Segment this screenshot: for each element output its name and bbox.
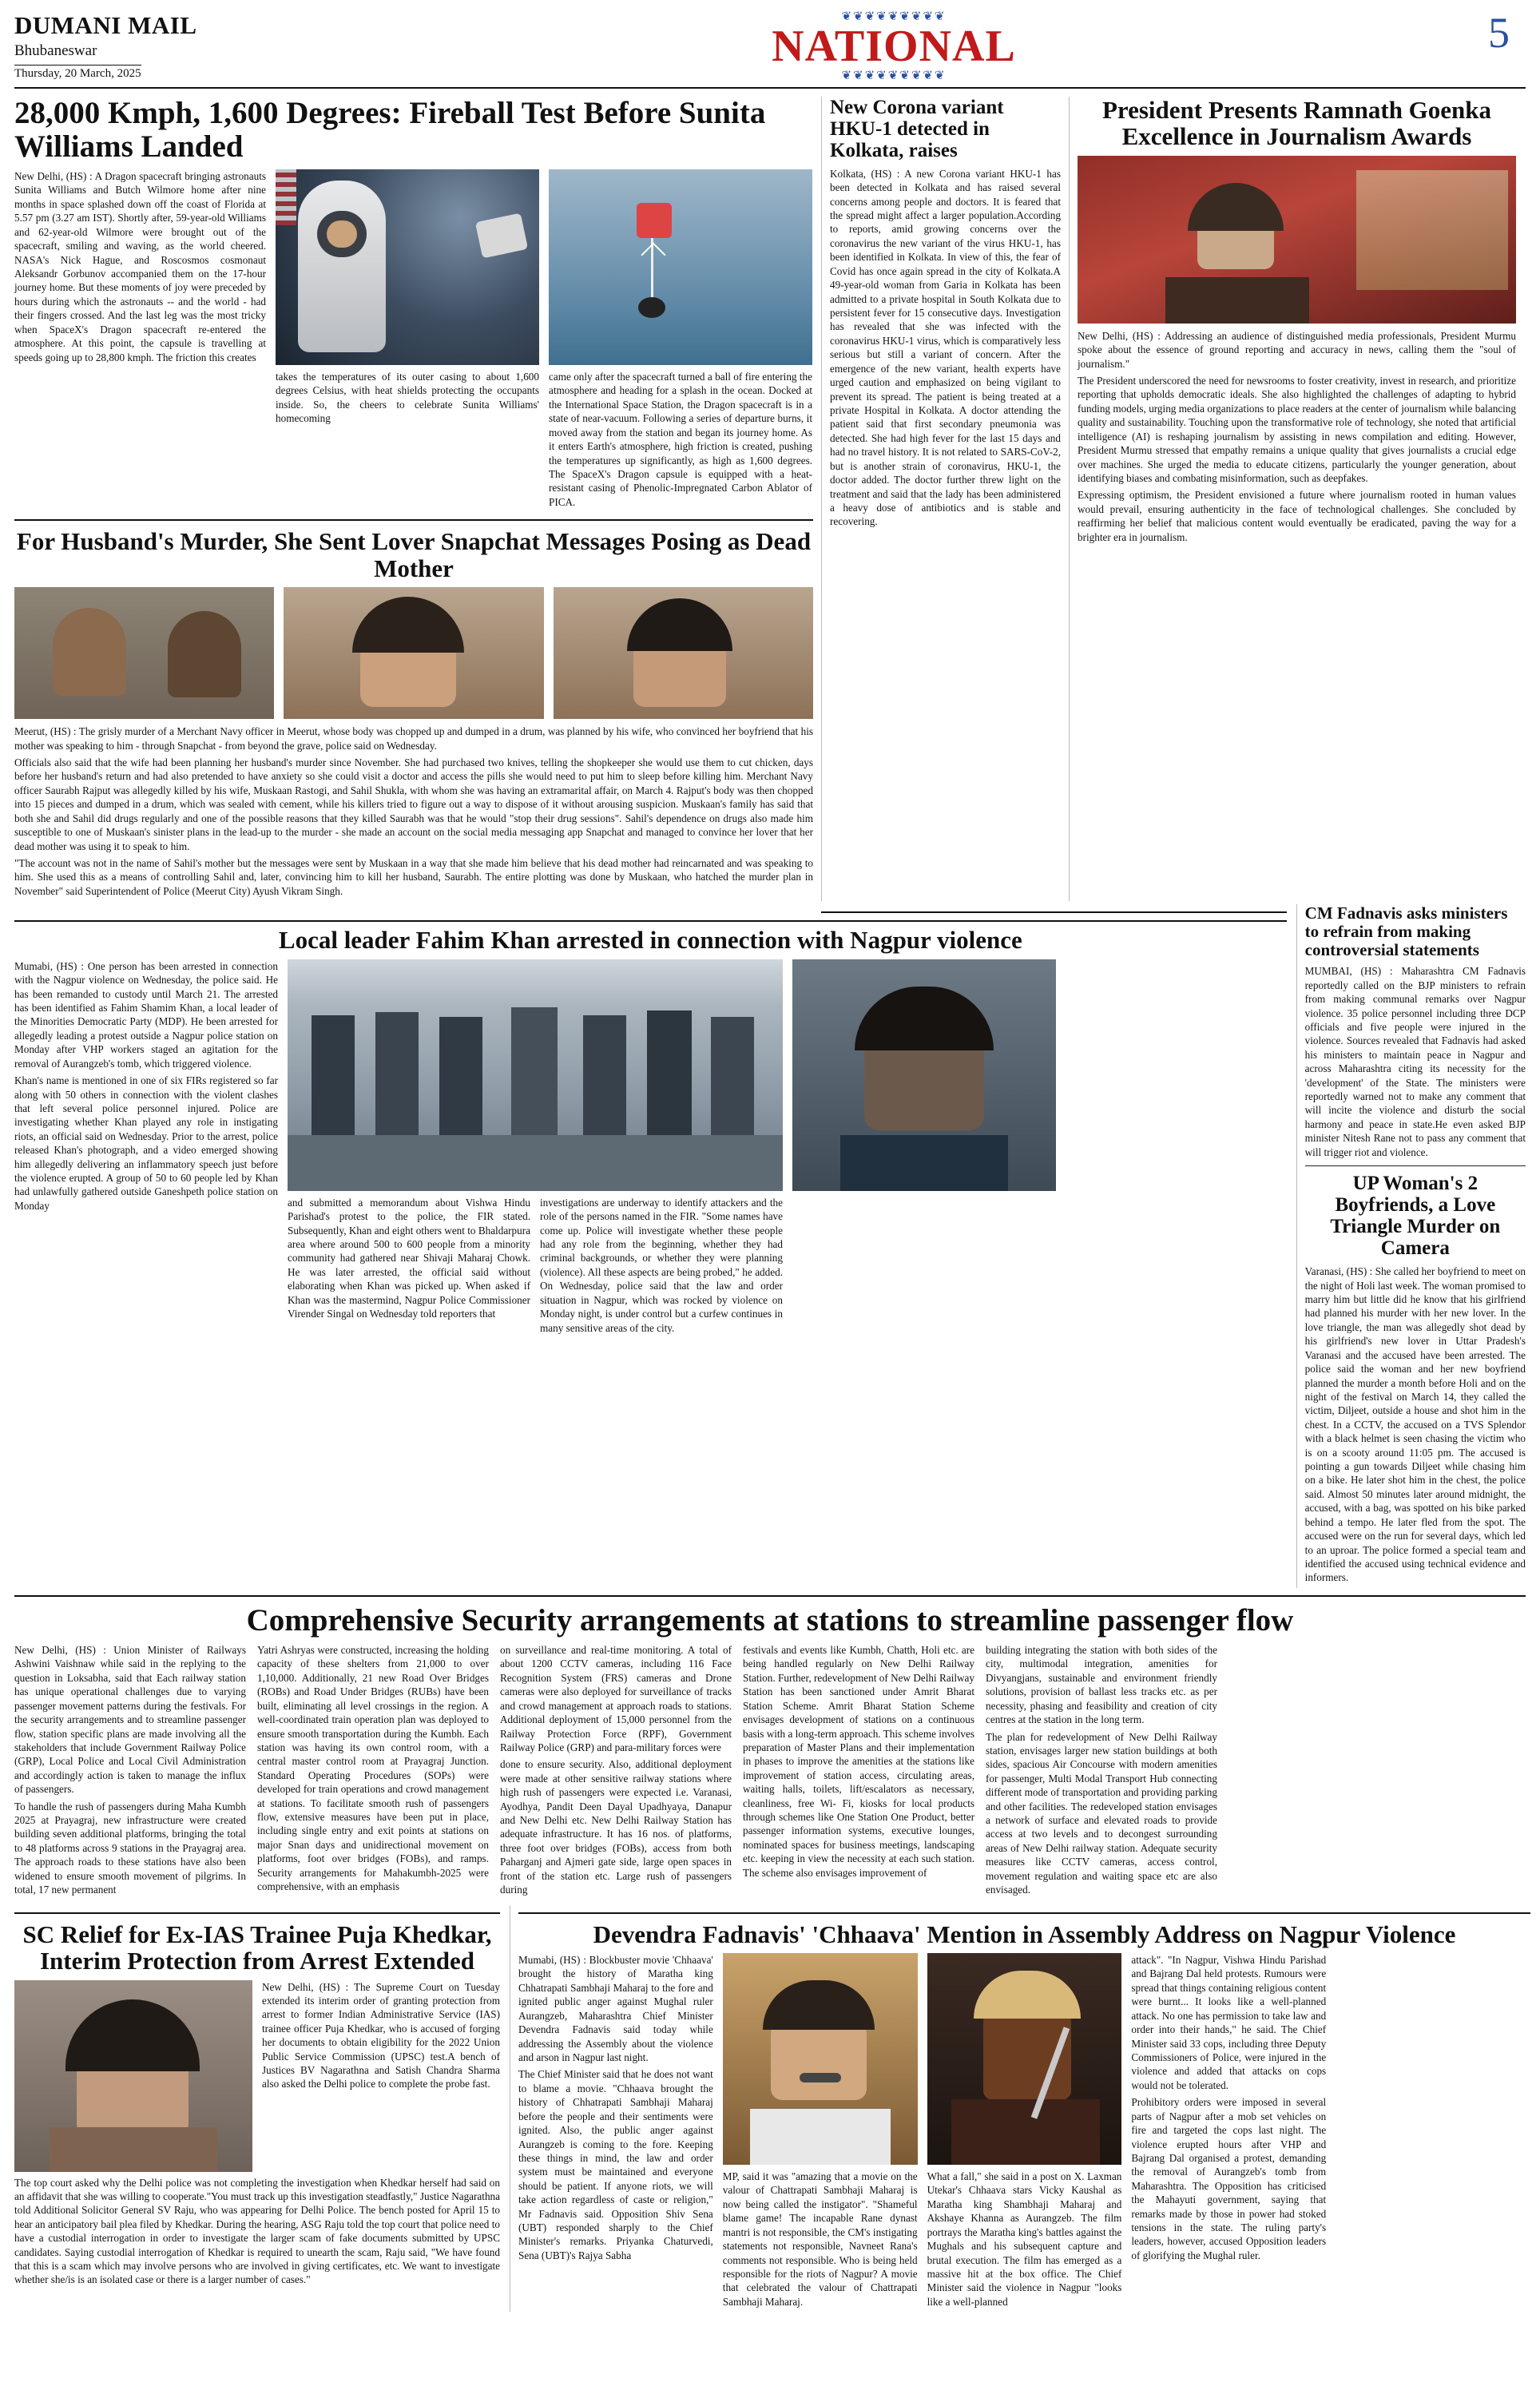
nagpur-col1: Mumabi, (HS) : One person has been arrested in connection with the Nagpur violence on Wednesday, the police said. He has been remanded to custody until March 21. The arrested has been identified as Fahim Shamim Khan, a local leader of the Minorities Democratic Party (MDP). He been arrested for allegedly leading a protest outside a Nagpur police station on Monday after VHP workers staged an agitation for the removal of Aurangzeb's tomb, which triggered violence.	[14, 959, 278, 1070]
chhaava-p5: attack". "In Nagpur, Vishwa Hindu Parishad and Bajrang Dal held protests. Rumours were spread that things containing religious content were burnt... It looks like a well-planned attack. No one has permission to take law and order into their hands," he said. The Chief Minister said 33 cops, including three Deputy Commissioners of Police, were injured in the violence and added that attacks on cops would not be tolerated.	[1131, 1954, 1327, 2091]
lead-col1: New Delhi, (HS) : A Dragon spacecraft bringing astronauts Sunita Williams and Butch Wilmore home after nine months in space splashed down off the coast of Florida at 5.57 pm (3.27 am IST). Shortly after, 59-year-old Williams and 62-year-old Wilmore were brought out of the spacecraft, smiling and waving, as the world cheered. NASA's Nick Hague, and Roscosmos cosmonaut Aleksandr Gorbunov accompanied them on the 17-hour journey home. But these moments of joy were preceded by hours during which the astronauts -- and the world - had their fingers crossed. And the last leg was the most tricky when SpaceX's Dragon spacecraft re-entered the atmosphere. At this point, the capsule is travelling at speeds going up to 28,800 kmph. The friction this creates	[14, 170, 266, 363]
chhaava-p3: MP, said it was "amazing that a movie on the valour of Chattrapati Sambhaji Maharaj is now being called the instigator". "Shameful blame game! The incapable Rane dynast mantri is not responsible, the CM's instigating statements not responsible, Navneet Rana's comments not responsible. Who is being held responsible for the riots of Nagpur? A movie that celebrated the valour of Chattrapati Sambhaji Maharaj.	[722, 2170, 918, 2308]
murder-p3: "The account was not in the name of Sahil's mother but the messages were sent by Muskaan in a way that she made him believe that his dead mother had reincarnated and was speaking to him. She used this as a means of controlling Sahil and, later, convincing him to kill her husband, Saurabh. The entire plotting was done by Muskaan, who hatched the murder plan in November" said Superintendent of Police (Meerut City) Ayush Vikram Singh.	[14, 856, 813, 897]
journalism-story	[1069, 97, 1516, 901]
security-p6: festivals and events like Kumbh, Chatth, Holi etc. are being handled regularly on New Delhi Railway Station. Further, redevelopment of New Delhi Railway Station has been sanctioned under Amrit Bharat Station Scheme. Amrit Bharat Station Scheme envisages development of stations on a continuous basis with a long-term approach. This scheme involves preparation of Master Plans and their implementation in phases to improve the amenities at the stations like improvement of station access, circulating areas, waiting halls, toilets, lift/escalators as necessary, cleanliness, free Wi- Fi, kiosks for local products through schemes like One Station One Product, better passenger information systems, executive lounges, nominated spaces for business meetings, landscaping etc. keeping in view the necessity at each such station. The scheme also envisages improvement of	[743, 1643, 974, 1879]
page-number: 5	[1488, 9, 1510, 57]
murder-p1: Meerut, (HS) : The grisly murder of a Merchant Navy officer in Meerut, whose body was chopped up and dumped in a drum, was planned by his wife, who convinced her boyfriend that his mother was speaking to him - through Snapchat - from beyond the grave, police said on Wednesday.	[14, 725, 813, 752]
security-p5: done to ensure security. Also, additional deployment were made at other sensitive railway stations where high rush of passengers were expected i.e. Varanasi, Ayodhya, Pandit Deen Dayal Upadhyaya, Danapur and New Delhi etc. New Delhi Railway Station has adequate infrastructure. It has 16 nos. of platforms, three foot over bridges (FOBs), access from both Paharganj and Ajmeri gate side, large open spaces in front of the station etc. Large rush of passengers during	[500, 1758, 732, 1896]
fadnavis-side-body: MUMBAI, (HS) : Maharashtra CM Fadnavis reportedly called on the BJP ministers to refrain from making communal remarks over Nagpur violence. 35 police personnel including three DCP officials and five people were injured in the violence. Sources revealed that Fadnavis had asked his ministers to maintain peace in Nagpur and across Maharashtra citing its necessity for the 'development' of the State. The ministers were reportedly warned not to make any comment that will incite the violence and disturb the social harmony and peace in state.He even asked BJP minister Nitesh Rane not to pass any comment that will trigger riot and violence.	[1304, 965, 1526, 1158]
nagpur-right-rail	[1296, 904, 1526, 1588]
fadnavis-side-headline: CM Fadnavis asks ministers to refrain from making controversial statements	[1304, 903, 1508, 959]
security-p3: Yatri Ashryas were constructed, increasing the holding capacity of these shelters from 21,000 to over 1,10,000. Additionally, 21 new Road Over Bridges (ROBs) and Road Under Bridges (RUBs) have been built, eliminating all level crossings in the region. A well-coordinated train operation plan was deployed to ensure smooth transportation during the Kumbh. Each station was having its own control room, with a central master control room at Prayagraj Junction. Standard Operating Procedures (SOPs) were developed for train operations and crowd management at stations. To facilitate smooth rush of passengers flow, extensive measures have been put in place, including single entry and exit points at stations on major Snan days and unidirectional movement on platforms, foot over bridges (FOBs), and ramps. Security arrangements for Mahakumbh-2025 were comprehensive, with an emphasis	[257, 1643, 489, 1893]
devendra-fadnavis-photo	[723, 1953, 918, 2165]
khedkar-story	[14, 1905, 510, 2313]
corona-story	[821, 97, 1069, 901]
masthead-center	[358, 11, 1430, 82]
corona-body: Kolkata, (HS) : A new Corona variant HKU-1 has been detected in Kolkata and has raised several concerns among people and doctors. It is feared that the spread might affect a larger population.According to reports, amid growing concerns over the coronavirus the new variant of the virus HKU-1, has been identified in Kolkata. In view of this, the fear of Covid has once again spread in the city of Kolkata.A 49-year-old woman from Garia in Kolkata has been admitted to a private hospital in South Kolkata due to persistent fever for 15 consecutive days. Investigation has revealed that she was infected with the coronavirus HKU-1 virus, which is comparatively less serious but still a variant of concern. After the emergence of the new variant, health experts have urged caution and emphasized on being vigilant to prevent its spread. The patient is being treated at a private Hospital in Kolkata. A doctor attending the patient said that first secondary pneumonia was detected. She had high fever for the last 15 days and had no travel history. It is not related to SARS-CoV-2, but is another strain of coronavirus, HKU-1, the doctor added. The doctor further threw light on the treatment and said that the lady has been administered a heavy dose of antibiotics and is stable and recovering.	[830, 167, 1061, 528]
space-capsule-photo	[276, 169, 539, 365]
bottom-section	[14, 1905, 1526, 2313]
murder-headline: For Husband's Murder, She Sent Lover Snapchat Messages Posing as Dead Mother	[16, 527, 812, 582]
masthead-right	[1430, 9, 1526, 57]
journalism-p1: New Delhi, (HS) : Addressing an audience of distinguished media professionals, President Murmu spoke about the essence of ground reporting and accuracy in news, calling them the "soul of journalism."	[1078, 329, 1516, 370]
nagpur-headline: Local leader Fahim Khan arrested in connection with Nagpur violence	[14, 920, 1287, 953]
masthead-left	[14, 11, 358, 81]
chhaava-p1: Mumabi, (HS) : Blockbuster movie 'Chhaava' brought the history of Maratha king Chhatrapati Sambhaji Maharaj to the fore and ignited public anger against Mughal ruler Aurangzeb, Maharashtra Chief Minister Devendra Fadnavis said today while addressing the Assembly about the violence and arson in Nagpur last night.	[518, 1954, 713, 2063]
chhaava-movie-poster	[927, 1953, 1122, 2165]
fahim-khan-photo	[792, 959, 1056, 1191]
security-p4: on surveillance and real-time monitoring. A total of about 1200 CCTV cameras, including 116 Face Recognition System (FRS) cameras and Drone cameras were also deployed for surveillance of tracks and crowd management at approach roads to stations. Additional deployment of 15,000 personnel from the Railway Protection Force (RPF), Government Railway Police (GRP) and para-military forces were	[500, 1643, 732, 1753]
lead-col2: takes the temperatures of its outer casing to about 1,600 degrees Celsius, with heat shields protecting the occupants inside. So, the cheers to celebrate Sunita Williams' homecoming	[276, 371, 539, 425]
ornament-top-icon: ❦❦❦❦❦❦❦❦❦	[841, 10, 947, 23]
puja-khedkar-photo	[14, 1980, 252, 2172]
accused-woman-photo-2	[554, 587, 813, 719]
lead-col3: came only after the spacecraft turned a ball of fire entering the atmosphere and heading for a splash in the ocean. Docked at the International Space Station, the Dragon spacecraft is in a state of near-vacuum. Following a series of departure burns, it moved away from the station and began its journey home. As it enters Earth's atmosphere, high friction is created, pushing the temperatures up significantly, as high as 1,600 degrees. The SpaceX's Dragon capsule is equipped with a heat-resistant casing of Phenolic-Impregnated Carbon Ablator of PICA.	[549, 371, 812, 508]
police-deployment-photo	[288, 959, 783, 1191]
president-murmu-photo	[1078, 156, 1516, 324]
masthead	[14, 11, 1526, 89]
journalism-headline: President Presents Ramnath Goenka Excellence in Journalism Awards	[1101, 95, 1492, 151]
accused-woman-photo	[284, 587, 543, 719]
chhaava-headline: Devendra Fadnavis' 'Chhaava' Mention in Assembly Address on Nagpur Violence	[593, 1920, 1456, 1948]
top-section	[14, 97, 1526, 901]
security-p7: building integrating the station with both sides of the city, multimodal integration, amenities for Divyangjans, sustainable and environment friendly solutions, provision of ballast less tracks etc. as per necessity, phasing and feasibility and creation of city centres at the station in the long term.	[986, 1643, 1217, 1726]
khedkar-p2: The top court asked why the Delhi police was not completing the investigation when Khedkar herself had said on an affidavit that she was willing to cooperate."You must track up this investigation steadfastly," Justice Nagarathna told Additional Solicitor General SV Raju, who was appearing for Delhi Police. The bench posted for April 15 to hear an anticipatory bail plea filed by Khedkar. During the hearing, ASG Raju told the top court that police need to have a custodial interrogation in order to investigate the larger scam of fake documents submitted by UPSC candidates. Saying custodial interrogation of Khedkar is required to unearth the scam, Raju said, "We have found that this is a scam which may involve persons who are involved in giving certificates, etc. We want to investigate whether she/is is an isolated case or there is a larger number of cases."	[14, 2176, 500, 2286]
khedkar-headline: SC Relief for Ex-IAS Trainee Puja Khedkar, Interim Protection from Arrest Extended	[22, 1920, 492, 1975]
lead-headline: 28,000 Kmph, 1,600 Degrees: Fireball Test Before Sunita Williams Landed	[14, 95, 766, 164]
nagpur-col1b: Khan's name is mentioned in one of six FIRs registered so far along with 50 others in connection with the violent clashes that left several police personnel injured. Police are investigating whether Khan played any role in instigating riots, an official said on Wednesday. Prior to the arrest, police released Khan's photograph, and a video emerged showing him allegedly delivering an inflammatory speech just before the violence erupted. A group of 50 to 60 people led by Khan had unlawfully gathered outside Ganeshpeth police station on Monday	[14, 1074, 278, 1212]
chhaava-story	[510, 1905, 1530, 2313]
security-section	[14, 1595, 1526, 1900]
journalism-p2: The President underscored the need for newsrooms to foster creativity, invest in research, and prioritize reporting that upholds democratic ideals. She also highlighted the challenges of adapting to hybrid funding models, urging media organizations to place readers at the center of journalism while balancing quality and sustainability. Touching upon the transformative role of technology, she noted that artificial intelligence (AI) is reshaping journalism by assisting in news compilation and editing. However, President Murmu stressed that empathy remains a unique quality that gives journalists a crucial edge over machines. She urged the media to educate citizens, particularly the younger generation, about identifying biases and combating misinformation, such as deepfakes.	[1078, 375, 1516, 484]
murder-p2: Officials also said that the wife had been planning her husband's murder since November. She had purchased two knives, telling the shopkeeper she would use them to cut chicken, days before her husband's return and had also pretended to have anxiety so she could visit a doctor and access the pills she would need to put him to sleep before killing him. Merchant Navy officer Saurabh Rajput was allegedly killed by his wife, Muskaan Rastogi, and Sahil Shukla, with whom she was having an extramarital affair, on March 4. Rajput's body was then chopped into 15 pieces and dumped in a drum, which was sealed with cement, while his killers tried to figure out a way to dispose of it without arousing suspicion. Muskaan's family has said that both she and Sahil did drugs regularly and one of the possible reasons that they killed Saurabh was that he would "stop their drug sessions". Sahil's dependence on drugs also made him susceptible to one of Muskaan's sinister plans in the lead-up to the murder - she made an account on the social media messaging app Snapchat and managed to convince her lover that her dead mother was using it to speak to him.	[14, 756, 813, 852]
publication-title: DUMANI MAIL	[14, 11, 197, 39]
edition-city: Bhubaneswar	[14, 42, 97, 59]
murder-story	[14, 528, 813, 898]
nagpur-section	[14, 904, 1526, 1588]
corona-headline: New Corona variant HKU-1 detected in Kolkata, raises	[830, 96, 1004, 161]
security-headline: Comprehensive Security arrangements at stations to streamline passenger flow	[246, 1602, 1294, 1638]
ornament-bottom-icon: ❦❦❦❦❦❦❦❦❦	[841, 69, 947, 82]
chhaava-p2: The Chief Minister said that he does not want to blame a movie. "Chhaava brought the history of Chhatrapati Sambhaji Maharaj before the people and their sentiments were ignited. Also, the public anger against Aurangzeb is coming to the fore. Keeping these things in mind, the law and order system must be maintained and everyone should be patient. If anyone riots, we will take action regardless of caste or religion," Mr Fadnavis said. Opposition Shiv Sena (UBT) responded sharply to the Chief Minister's remarks. Priyanka Chaturvedi, Sena (UBT)'s Rajya Sabha	[518, 2068, 713, 2261]
love-triangle-body: Varanasi, (HS) : She called her boyfriend to meet on the night of Holi last week. The woman promised to marry him but little did he know that his girlfriend had planned his murder with her new lover. In the love triangle, the man was allegedly shot dead by his girlfriend's new lover in Uttar Pradesh's Varanasi and the accused have been arrested. The police said the woman and her new boyfriend planned the murder a month before Holi and on the night of the festival on March 14, they called the victim, Diljeet, outside a house and shot him in the chest. In a CCTV, the accused on a TVS Splendor with a black helmet is seen chasing the victim who is on a scooty around 11:05 pm. The accused is pointing a gun towards Diljeet while chasing him on a bike. He later shot him in the chest, the police said. Almost 50 minutes later around midnight, the accused, with a bag, was spotted on his bike parked behind a tempo. He later fled from the spot. The accused were on the run for several days, which led to an uproar. The police formed a special team and identified the accused using technical evidence and informers.	[1304, 1265, 1526, 1584]
security-p1: New Delhi, (HS) : Union Minister of Railways Ashwini Vaishnaw while said in the replying to the question in Loksabha, said that Each railway station has unique operational challenges due to varying passenger movement patterns during the festivals. For the security arrangements and to streamline passenger flow, station specific plans are made involving all the stakeholders that include Government Railway Police (GRP), Local Police and Local Civil Administration and accordingly action is taken to manage the influx of passengers.	[14, 1643, 246, 1796]
chhaava-p4: What a fall," she said in a post on X. Laxman Utekar's Chhaava stars Vicky Kaushal as Maratha king Shambhaji Maharaj and Akshaye Khanna as Aurangzeb. The film portrays the Maratha king's battles against the Mughals and his subsequent capture and brutal execution. The film has emerged as a massive hit at the box office. The Chief Minister said the violence in Nagpur "looks like a well-planned	[927, 2170, 1122, 2308]
khedkar-p1: New Delhi, (HS) : The Supreme Court on Tuesday extended its interim order of granting protection from arrest to former Indian Administrative Service (IAS) trainee officer Puja Khedkar, who is accused of forging her documents to obtain eligibility for the 2022 Union Public Service Commission (UPSC) test.A bench of Justices BV Nagarathna and Satish Chandra Sharma also asked the Delhi police to complete the probe fast.	[262, 1980, 500, 2090]
lead-story	[14, 97, 821, 901]
nagpur-story	[14, 904, 1296, 1588]
accused-men-photo	[14, 587, 274, 719]
edition-date: Thursday, 20 March, 2025	[14, 65, 141, 81]
nagpur-col3: investigations are underway to identify attackers and the role of the persons named in the FIR. "Some names have come up. Police will investigate whether these people had any role from the beginning, whether they had criminal backgrounds, or whether they were planning (violence). All these aspects are being probed," he added. On Wednesday, police said that the law and order situation in Nagpur, which was rocked by violence on Monday night, is under control but a curfew continues in many sensitive areas of the city.	[540, 1196, 783, 1334]
nagpur-col2: and submitted a memorandum about Vishwa Hindu Parishad's protest to the police, the FIR stated. Subsequently, Khan and eight others went to Bhaldarpura area where around 500 to 600 people from a minority community had gathered near Shivaji Maharaj Chowk. He was later arrested, the official said without elaborating when Khan was picked up. When asked if Khan was the mastermind, Nagpur Police Commissioner Virender Singal on Wednesday told reporters that	[288, 1196, 530, 1320]
section-title: NATIONAL	[772, 22, 1016, 71]
journalism-p3: Expressing optimism, the President envisioned a future where journalism rooted in human values would prevail, ensuring authenticity in the face of technological challenges. She concluded by reaffirming her belief that malicious content would eventually be eradicated, paving the way for a brighter era in journalism.	[1078, 489, 1516, 543]
love-triangle-headline: UP Woman's 2 Boyfriends, a Love Triangle Murder on Camera	[1330, 1173, 1501, 1260]
security-p8: The plan for redevelopment of New Delhi Railway station, envisages larger new station buildings at both sides, spacious Air Concourse with modern amenities for passenger, Multi Modal Transport Hub connecting different mode of transportation and providing parking and other facilities. The redeveloped station envisages a network of surface and elevated roads to provide access at two levels and to decongest surrounding areas of New Delhi railway station. Adequate security measures like CCTV cameras, access control, movement regulation and waiting space etc are also envisaged.	[986, 1730, 1217, 1896]
security-p2: To handle the rush of passengers during Maha Kumbh 2025 at Prayagraj, new infrastructure were created building seven additional platforms, bringing the total to 48 platforms across 9 stations in the Prayagraj area. The approach roads to these stations have also been widened to ensure smooth movement of pilgrims. In total, 17 new permanent	[14, 1800, 246, 1896]
chhaava-p6: Prohibitory orders were imposed in several parts of Nagpur after a mob set vehicles on fire and targeted the cops last night. The violence erupted hours after VHP and Bajrang Dal organised a protest, demanding the removal of Aurangzeb's tomb from Maharashtra. The Opposition has criticised the Mahayuti government, saying that remarks made by those in power had stoked tensions in the state. The ruling party's leaders, however, accused Opposition leaders of glorifying the Mughal ruler.	[1131, 2096, 1327, 2261]
splashdown-ocean-photo	[549, 169, 812, 365]
